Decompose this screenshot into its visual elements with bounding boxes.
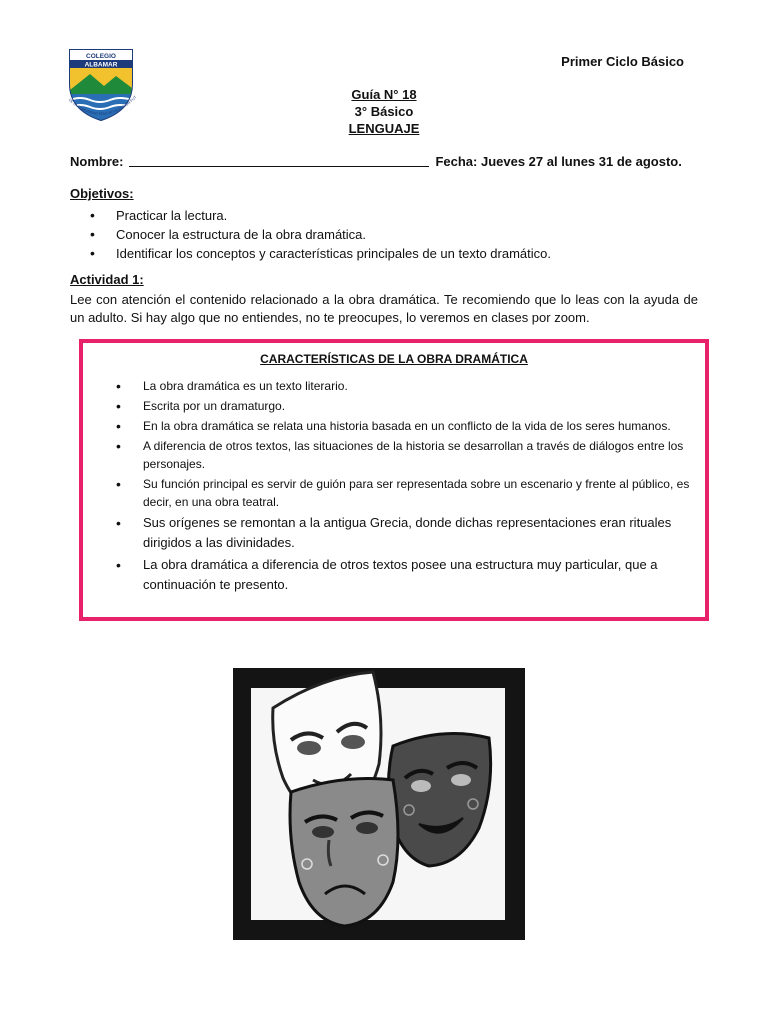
nombre-label: Nombre: [70, 154, 124, 169]
nombre-blank[interactable] [129, 154, 429, 167]
student-info-line [70, 154, 700, 169]
grade-label: 3° Básico [354, 104, 414, 119]
guide-number: Guía N° 18 [351, 87, 417, 102]
objetivos-title: Objetivos: [70, 186, 134, 201]
list-item: • Identificar los conceptos y características principales de un texto dramático. [90, 244, 551, 263]
list-item: • La obra dramática a diferencia de otros textos posee una estructura muy particular, que a continuación te presento. [116, 555, 691, 595]
list-item: • Su función principal es servir de guión para ser representada sobre un escenario y frente al público, es decir, en una obra teatral. [116, 475, 691, 511]
box-title: CARACTERÍSTICAS DE LA OBRA DRAMÁTICA [260, 352, 528, 366]
list-item: • Escrita por un dramaturgo. [116, 397, 691, 415]
list-item: • A diferencia de otros textos, las situaciones de la historia se desarrollan a través de diálogos entre los personajes. [116, 437, 691, 473]
actividad-title: Actividad 1: [70, 272, 144, 287]
logo-top-text: COLEGIO [86, 53, 116, 60]
list-item: • Practicar la lectura. [90, 206, 551, 225]
actividad-text: Lee con atención el contenido relacionado a la obra dramática. Te recomiendo que lo leas con la ayuda de un adulto. Si hay algo que no entiendes, no te preocupes, lo veremos en clases por zoom. [70, 292, 698, 325]
list-item: • La obra dramática es un texto literario. [116, 377, 691, 395]
objetivos-list [90, 206, 551, 263]
logo-motto: DE LA COMUNIDAD EDUCATIVA POR UN FUT [67, 95, 138, 117]
subject-label: LENGUAJE [348, 121, 420, 136]
logo-band-text: ALBAMAR [84, 61, 118, 69]
list-item: • Conocer la estructura de la obra dramática. [90, 225, 551, 244]
list-item: • Sus orígenes se remontan a la antigua Grecia, donde dichas representaciones eran rituales dirigidos a las divinidades. [116, 513, 691, 553]
theatre-masks-image [233, 668, 525, 940]
cycle-label: Primer Ciclo Básico [561, 54, 684, 69]
fecha-text: Fecha: Jueves 27 al lunes 31 de agosto. [435, 154, 682, 169]
characteristics-box [79, 339, 709, 621]
list-item: • En la obra dramática se relata una historia basada en un conflicto de la vida de los seres humanos. [116, 417, 691, 435]
guide-title-block [0, 86, 768, 137]
characteristics-list [116, 377, 691, 597]
theatre-masks-icon [233, 668, 525, 940]
